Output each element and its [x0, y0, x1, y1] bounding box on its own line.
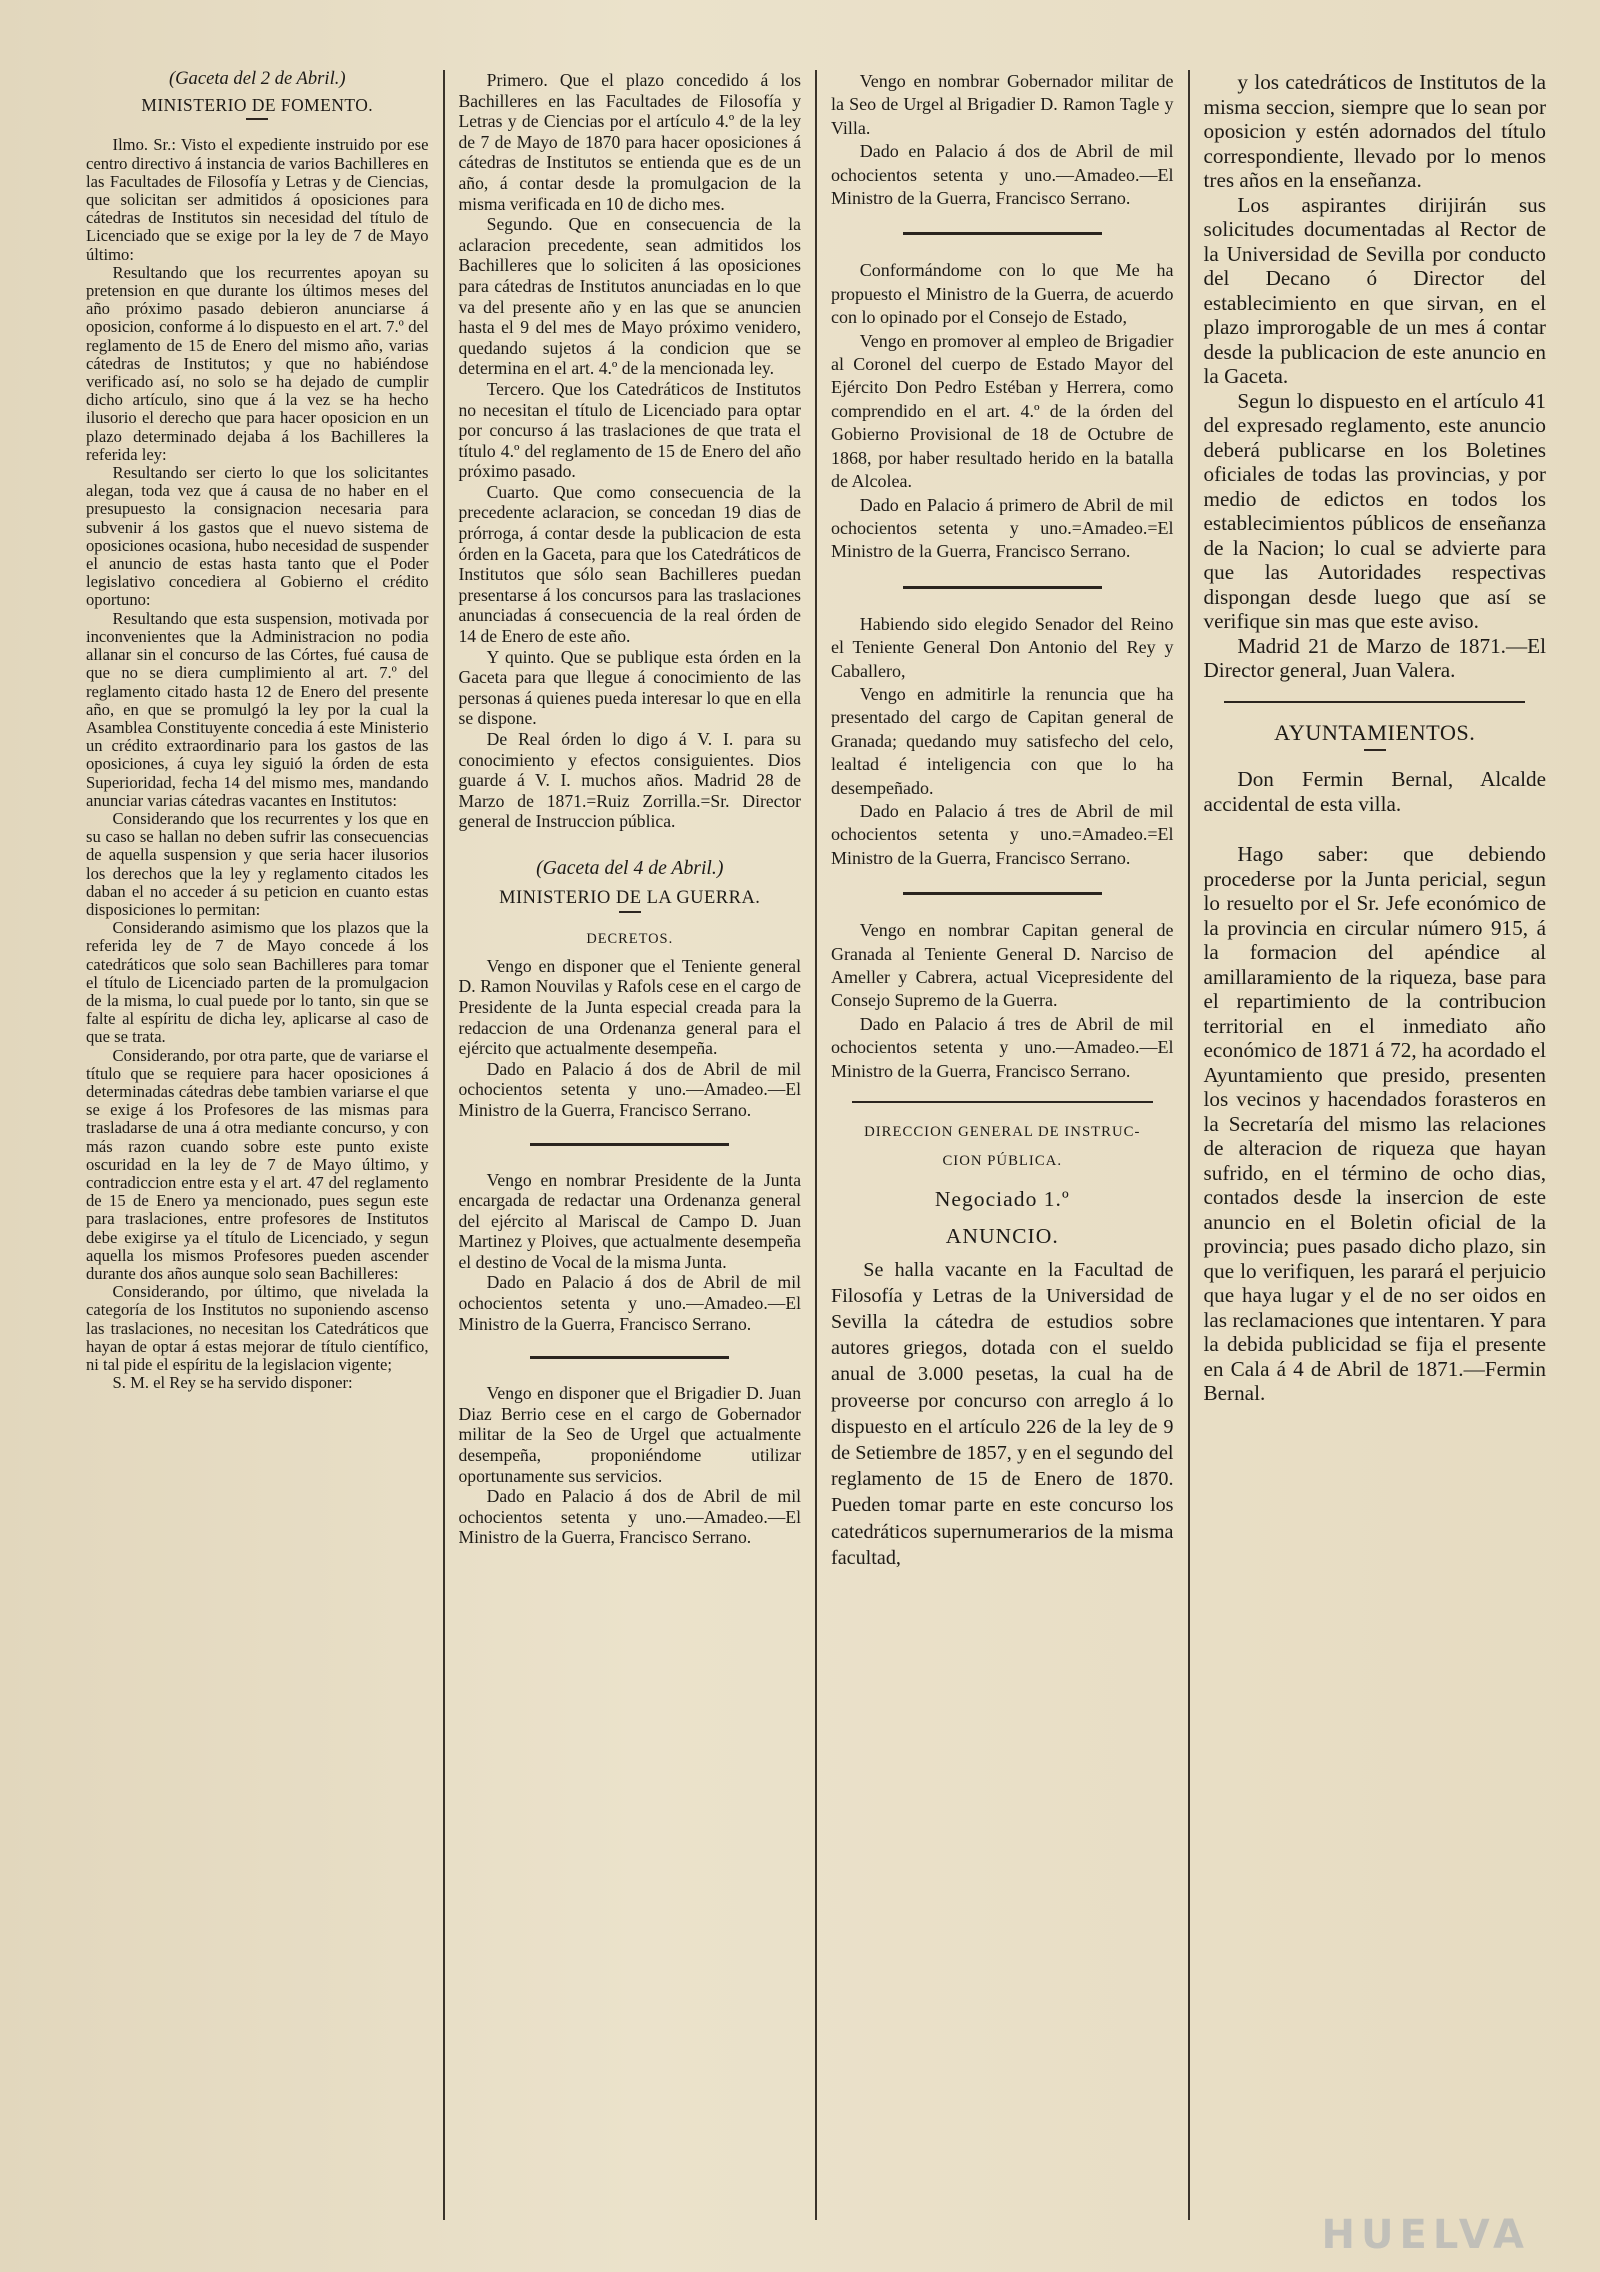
paragraph: Cuarto. Que como consecuencia de la precedente aclaracion, se concedan 19 dias de prórroga, á contar desde la publicacion de esta órden en la Gaceta, para que los Catedráticos de Institutos que sólo sean Bachilleres puedan presentarse á los concursos para las traslaciones anunciadas á consecuencia de la real órden de 14 de Enero de este año.: [458, 481, 801, 647]
divider: [903, 232, 1102, 235]
column-2: [443, 70, 816, 2220]
paragraph: Resultando que los recurrentes apoyan su pretension en que durante los últimos meses del año próximo pasado debieron anunciarse á oposicion, conforme á lo dispuesto en el art. 7.º del reglamento de 15 de Enero del mismo año, varias cátedras de Institutos; y que no habiéndose verificado así, no solo se ha dejado de cumplir dicho artículo, sino que á la vez se ha hecho ilusorio el derecho que para hacer oposicion en un plazo determinado dejaba á los Bachilleres la referida ley:: [86, 262, 429, 464]
section-heading: AYUNTAMIENTOS.: [1274, 719, 1476, 745]
gaceta-date: (Gaceta del 4 de Abril.): [536, 856, 724, 879]
paragraph: Madrid 21 de Marzo de 1871.—El Director general, Juan Valera.: [1203, 633, 1546, 682]
spacer: [1204, 816, 1547, 842]
divider: [246, 118, 268, 120]
divider: [852, 1101, 1153, 1103]
divider: [1364, 749, 1386, 751]
anuncio-heading: ANUNCIO.: [945, 1224, 1059, 1249]
column-1: [72, 70, 443, 2220]
paragraph: S. M. el Rey se ha servido disponer:: [112, 1373, 353, 1393]
section-heading: MINISTERIO DE LA GUERRA.: [499, 886, 761, 907]
spacer: [459, 832, 802, 858]
paragraph: Conformándome con lo que Me ha propuesto el Ministro de la Guerra, de acuerdo con lo opinado por el Consejo de Estado,: [831, 260, 1174, 328]
paragraph: Considerando, por último, que nivelada la categoría de los Institutos no suponiendo ascenso las traslaciones, no necesitan los Catedráticos que hayan de optar á estas mejorar de título científico, ni tal pide el espíritu de la legislacion vigente;: [86, 1282, 429, 1375]
paragraph: Vengo en disponer que el Teniente general D. Ramon Nouvilas y Rafols cese en el cargo de Presidente de la Junta especial creada para la redaccion de una Ordenanza general para el ejército que actualmente desempeña.: [458, 955, 801, 1059]
gaceta-date: (Gaceta del 2 de Abril.): [168, 70, 346, 89]
paragraph: Se halla vacante en la Facultad de Filosofía y Letras de la Universidad de Sevilla la cátedra de estudios sobre autores griegos, dotada con el sueldo anual de 3.000 pesetas, la cual ha de proveerse por concurso con arreglo á lo dispuesto en el artículo 226 de la ley de 9 de Setiembre de 1857, y en el segundo del reglamento de 15 de Enero de 1870. Pueden tomar parte en este concurso los catedráticos supernumerarios de la misma facultad,: [831, 1258, 1174, 1569]
subheading: DECRETOS.: [586, 931, 674, 948]
paragraph: Hago saber: que debiendo procederse por la Junta pericial, segun lo resuelto por el Sr. Jefe económico de la provincia en circular número 915, á la formacion del apéndice al amillaramiento de la riqueza, base para el repartimiento de la contribucion territorial en el inmediato año económico de 1871 á 72, ha acordado el Ayuntamiento que presido, presenten los vecinos y hacendados forasteros en la Secretaría del mismo las relaciones de alteracion de riqueza que hayan sufrido, en el término de ocho dias, contados desde la insercion de este anuncio en el Boletin oficial de la provincia; pues pasado dicho plazo, sin que lo verifiquen, les parará el perjuicio que haya lugar y el de no ser oidos en las reclamaciones que intentaren. Y para la debida publicidad se fija el presente en Cala á 4 de Abril de 1871.—Fermin Bernal.: [1203, 842, 1546, 1405]
paragraph: Resultando ser cierto lo que los solicitantes alegan, toda vez que á causa de no haber en el presupuesto la consignacion necesaria para subvenir á los gastos que el nuevo sistema de oposiciones ocasiona, hubo necesidad de suspender el anuncio de estas hasta tanto que el Poder legislativo concediera al Gobierno el crédito oportuno:: [86, 463, 429, 610]
paragraph: Resultando que esta suspension, motivada por inconvenientes que la Administracion no podia allanar sin el concurso de las Córtes, fué causa de que no se diera cumplimiento al art. 7.º del reglamento citado hasta 12 de Enero del presente año, en que se promulgó la ley por la cual la Asamblea Constituyente concedia á este Ministerio un crédito extraordinario para los gastos de las oposiciones, á cuya ley siguió la órden de esta Superioridad, fecha 14 del mismo mes, mandando anunciar varias cátedras vacantes en Institutos:: [86, 608, 429, 810]
paragraph: Dado en Palacio á tres de Abril de mil ochocientos setenta y uno.=Amadeo.=El Ministro de la Guerra, Francisco Serrano.: [831, 800, 1174, 868]
paragraph: Segun lo dispuesto en el artículo 41 del expresado reglamento, este anuncio deberá publicarse en los Boletines oficiales de todas las provincias, y por medio de edictos en todos los establecimientos públicos de enseñanza de la Nacion; lo cual se advierte para que las Autoridades respectivas dispongan desde luego que así se verifique sin mas que este aviso.: [1203, 388, 1546, 633]
paragraph: Dado en Palacio á dos de Abril de mil ochocientos setenta y uno.—Amadeo.—El Ministro de la Guerra, Francisco Serrano.: [458, 1272, 801, 1334]
divider: [903, 892, 1102, 895]
negociado-heading: Negociado 1.º: [934, 1186, 1070, 1211]
section-heading: MINISTERIO DE FOMENTO.: [141, 95, 374, 116]
paragraph: Segundo. Que en consecuencia de la aclaracion precedente, sean admitidos los Bachilleres que lo soliciten á las oposiciones para cátedras de Institutos anunciadas en lo que va del presente año y en las que se anuncien hasta el 9 del mes de Mayo próximo venidero, quedando sujetos á la condicion que se determina en el art. 4.º de la mencionada ley.: [458, 214, 801, 379]
paragraph: Considerando asimismo que los plazos que la referida ley de 7 de Mayo concede á los catedráticos que solo sean Bachilleres para tomar el título de Licenciado parten de la promulgacion de la misma, lo cual puede por lo tanto, sin que se falte al espíritu de dicha ley, aplicarse al caso de que se trata.: [86, 918, 429, 1047]
paragraph: Habiendo sido elegido Senador del Reino el Teniente General Don Antonio del Rey y Caballero,: [831, 613, 1174, 681]
paragraph: y los catedráticos de Institutos de la misma seccion, siempre que lo sean por oposicion y estén adornados del título correspondiente, llevado por lo menos tres años en la enseñanza.: [1203, 70, 1546, 192]
divider: [619, 911, 641, 913]
divider: [903, 586, 1102, 589]
paragraph: Vengo en disponer que el Brigadier D. Juan Diaz Berrio cese en el cargo de Gobernador militar de la Seo de Urgel que actualmente desempeña, proponiéndome utilizar oportunamente sus servicios.: [458, 1383, 801, 1486]
paragraph: Dado en Palacio á primero de Abril de mil ochocientos setenta y uno.=Amadeo.=El Ministro de la Guerra, Francisco Serrano.: [831, 494, 1174, 562]
paragraph: Vengo en admitirle la renuncia que ha presentado del cargo de Capitan general de Granada; quedando muy satisfecho del celo, lealtad é inteligencia con que lo ha desempeñado.: [831, 683, 1174, 798]
paragraph: De Real órden lo digo á V. I. para su conocimiento y efectos consiguientes. Dios guarde á V. I. muchos años. Madrid 28 de Marzo de 1871.=Ruiz Zorrilla.=Sr. Director general de Instruccion pública.: [458, 729, 801, 832]
column-3: [815, 70, 1188, 2220]
paragraph: Tercero. Que los Catedráticos de Institutos no necesitan el título de Licenciado para optar por concurso á las traslaciones de que trata el título 4.º del reglamento de 15 de Enero del año próximo pasado.: [458, 378, 801, 482]
paragraph: Los aspirantes dirijirán sus solicitudes documentadas al Rector de la Universidad de Sevilla por conducto del Decano ó Director del establecimiento en que sirvan, en el plazo improrogable de un mes á contar desde la publicacion de este anuncio en la Gaceta.: [1203, 192, 1546, 388]
paragraph: Vengo en nombrar Capitan general de Granada al Teniente General D. Narciso de Ameller y Cabrera, actual Vicepresidente del Consejo Supremo de la Guerra.: [831, 920, 1174, 1011]
paragraph: Considerando, por otra parte, que de variarse el título que se requiere para hacer oposiciones á determinadas cátedras debe tambien variarse el que se exige á los Profesores de las mismas para trasladarse de una á otra mediante concurso, y con más razon cuando sobre este punto existe oscuridad en la ley de 7 de Mayo último, y contradiccion entre esta y el art. 47 del reglamento de 15 de Enero ya mencionado, pues segun este para traslaciones, entre profesores de Institutos debe exigirse ya el título de Licenciado, y segun aquella los mismos Profesores pueden ascender durante dos años aunque solo sean Bachilleres:: [86, 1045, 429, 1283]
paragraph: Y quinto. Que se publique esta órden en la Gaceta para que llegue á conocimiento de las personas á quienes pueda interesar lo que en ella se dispone.: [458, 646, 801, 729]
paragraph: Dado en Palacio á dos de Abril de mil ochocientos setenta y uno.—Amadeo.—El Ministro de la Guerra, Francisco Serrano.: [458, 1058, 801, 1120]
divider: [530, 1356, 729, 1359]
paragraph: Considerando que los recurrentes y los que en su caso se hallan no deben sufrir las consecuencias de aquella suspension y que seria hacer ilusorios los derechos que la ley y reglamento citados les daban el no acceder á su peticion en cuanto estas disposiciones lo permitan:: [86, 808, 429, 919]
paragraph: Dado en Palacio á dos de Abril de mil ochocientos setenta y uno.—Amadeo.—El Ministro de la Guerra, Francisco Serrano.: [458, 1486, 801, 1548]
paragraph: Dado en Palacio á tres de Abril de mil ochocientos setenta y uno.—Amadeo.—El Ministro de la Guerra, Francisco Serrano.: [831, 1013, 1174, 1081]
divider: [530, 1143, 729, 1146]
paragraph: Vengo en nombrar Gobernador militar de la Seo de Urgel al Brigadier D. Ramon Tagle y Villa.: [831, 71, 1174, 138]
paragraph: Vengo en promover al empleo de Brigadier al Coronel del cuerpo de Estado Mayor del Ejército Don Pedro Estéban y Herrera, como comprendido en el art. 4.º de la órden del Gobierno Provisional de 18 de Octubre de 1868, por haber resultado herido en la batalla de Alcolea.: [831, 330, 1174, 492]
paragraph: Dado en Palacio á dos de Abril de mil ochocientos setenta y uno.—Amadeo.—El Ministro de la Guerra, Francisco Serrano.: [831, 141, 1174, 209]
columns: [72, 70, 1560, 2220]
column-4: [1188, 70, 1561, 2220]
divider: [1224, 701, 1525, 703]
library-stamp: HUELVA: [1321, 2212, 1530, 2258]
paragraph: Ilmo. Sr.: Visto el expediente instruido por ese centro directivo á instancia de varios Bachilleres en las Facultades de Filosofía y Letras y de Ciencias, que solicitan ser admitidos á oposiciones para cátedras de Institutos sin necesidad del título de Licenciado que se exige por la ley de 7 de Mayo último:: [86, 135, 429, 264]
paragraph: Don Fermin Bernal, Alcalde accidental de esta villa.: [1203, 767, 1546, 816]
section-heading: DIRECCION GENERAL DE INSTRUC-: [864, 1124, 1141, 1141]
paragraph: Primero. Que el plazo concedido á los Bachilleres en las Facultades de Filosofía y Letras y de Ciencias por el artículo 4.º de la ley de 7 de Mayo de 1870 para hacer oposiciones á cátedras de Institutos se entienda que es de un año, á contar desde la promulgacion de la misma verificada en 10 de dicho mes.: [458, 70, 801, 214]
section-heading-continued: CION PÚBLICA.: [942, 1153, 1063, 1170]
paragraph: Vengo en nombrar Presidente de la Junta encargada de redactar una Ordenanza general del ejército al Mariscal de Campo D. Juan Martinez y Ploives, que actualmente desempeña el destino de Vocal de la misma Junta.: [458, 1169, 801, 1272]
